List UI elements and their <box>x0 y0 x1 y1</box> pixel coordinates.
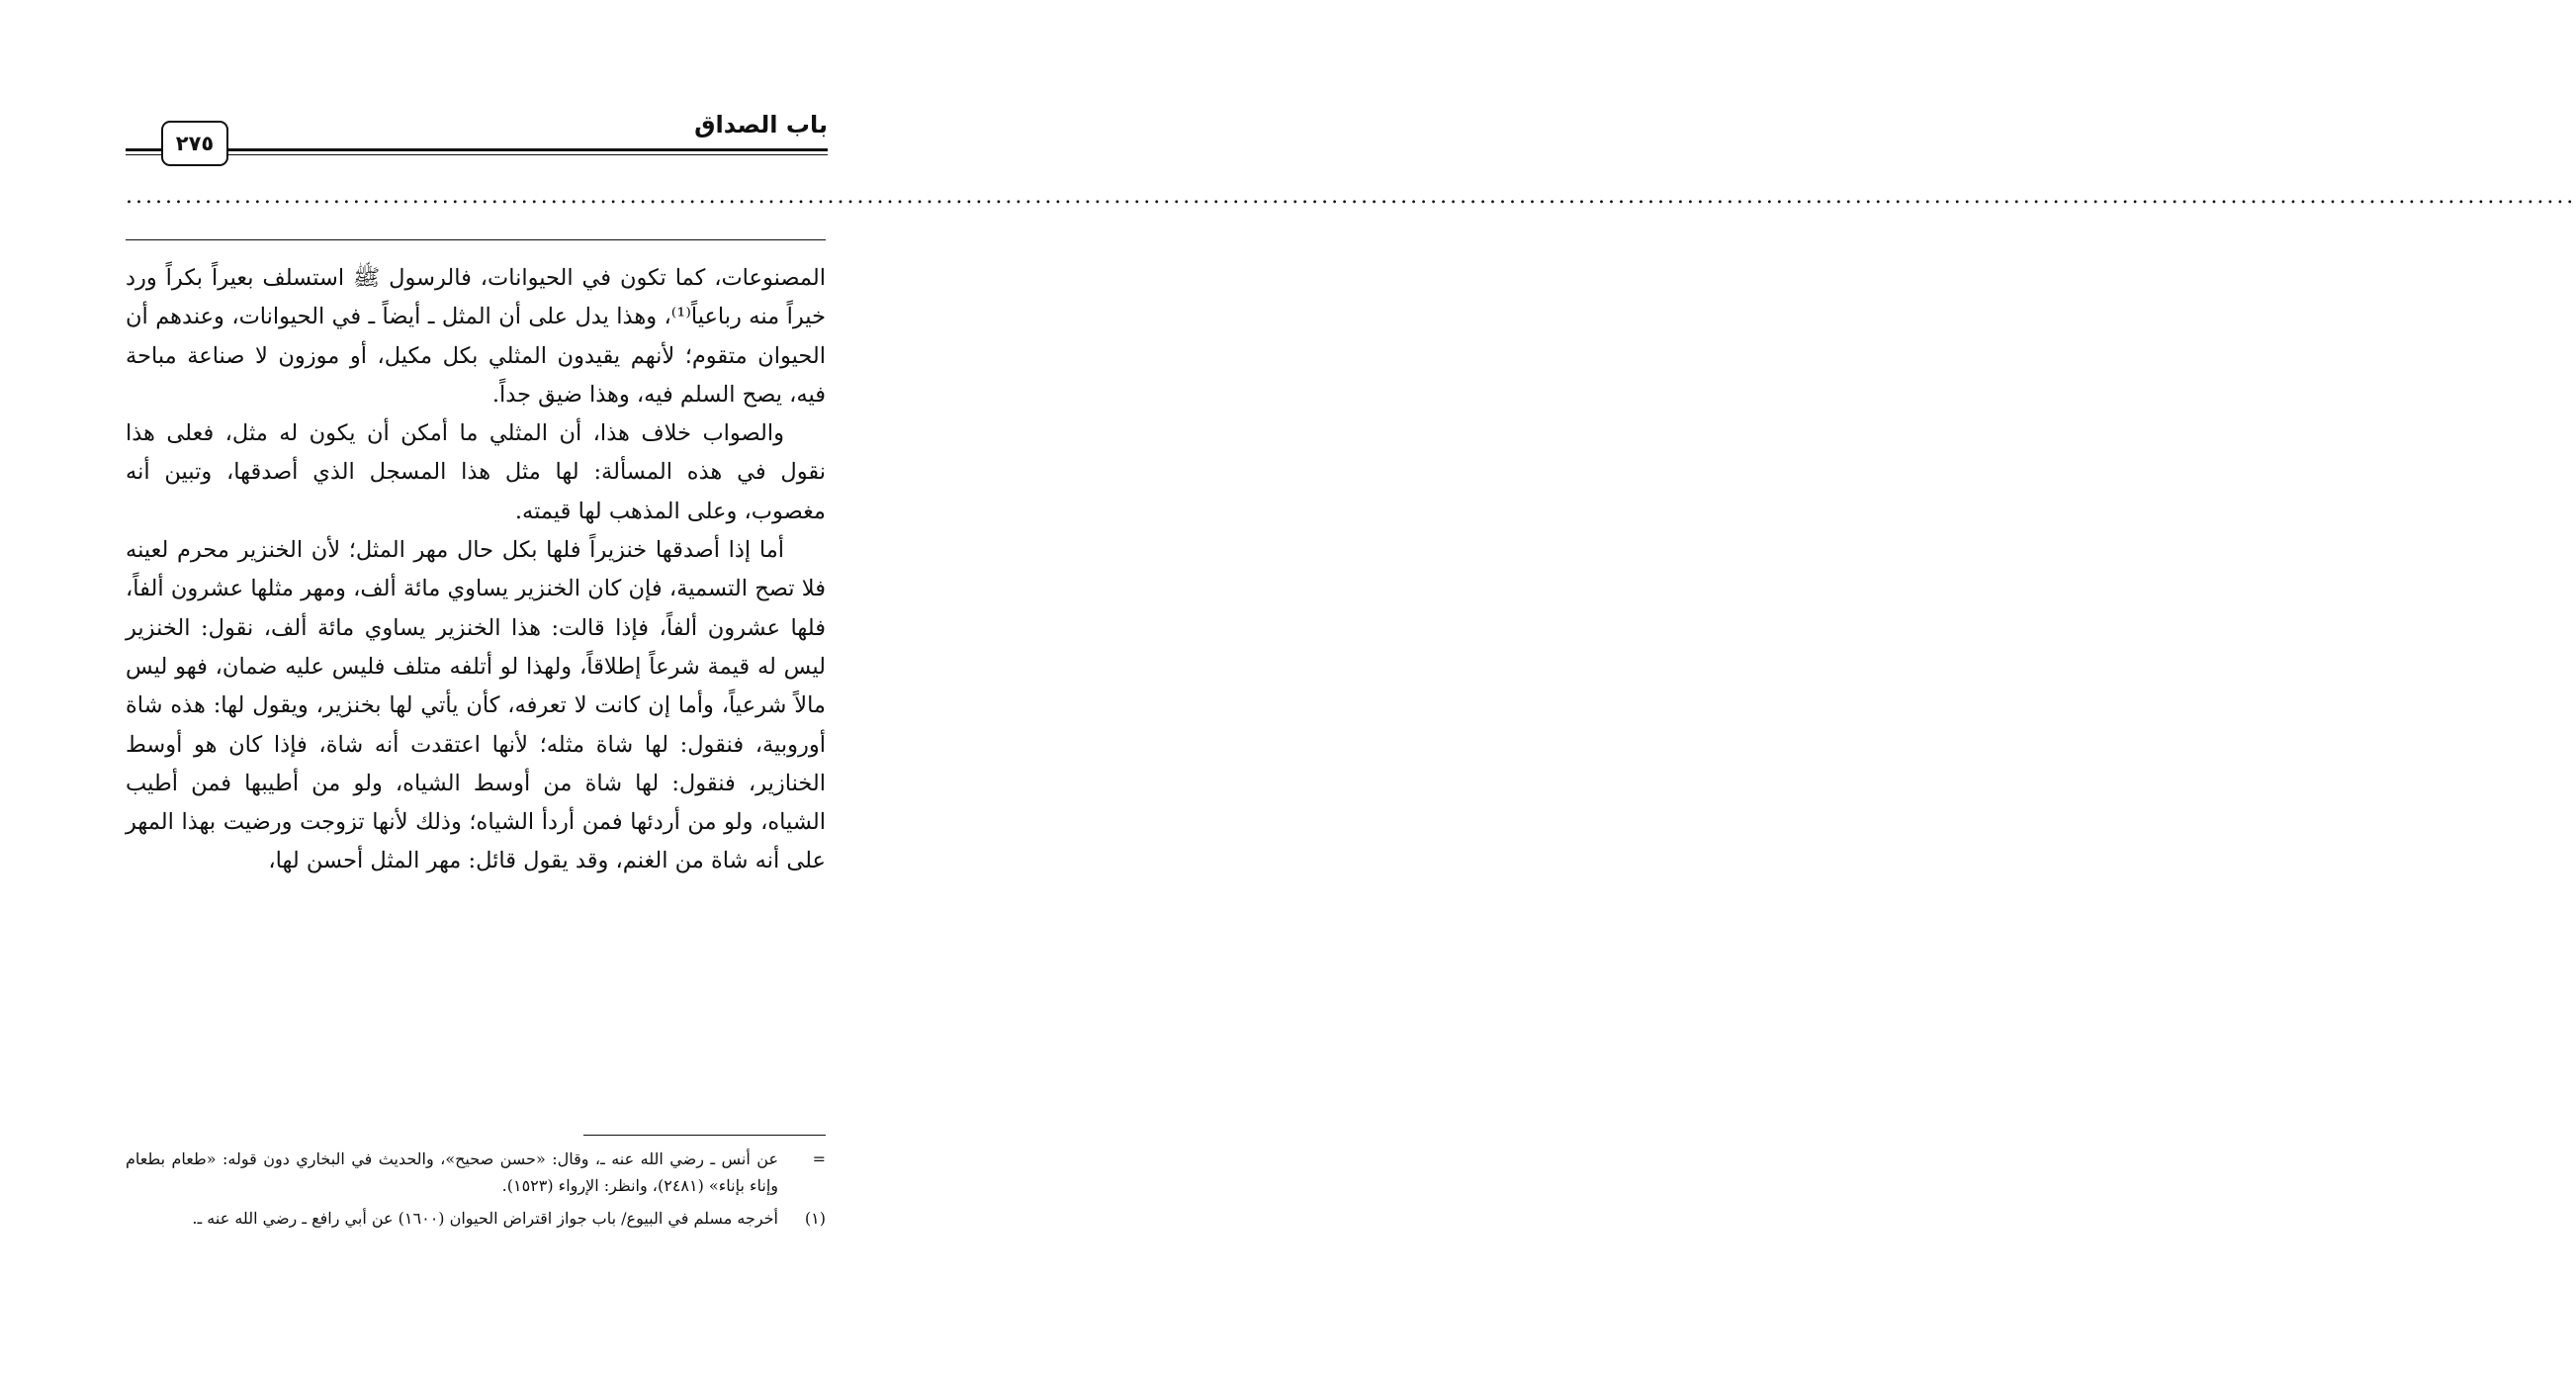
footnote-item <box>126 1205 826 1232</box>
paragraph: والصواب خلاف هذا، أن المثلي ما أمكن أن يكون له مثل، فعلى هذا نقول في هذه المسألة: لها مثل هذا المسجل الذي أصدقها، وتبين أنه مغصوب، وعلى المذهب لها قيمته. <box>126 420 826 524</box>
footnote-separator <box>583 1135 826 1136</box>
paragraph: أما إذا أصدقها خنزيراً فلها بكل حال مهر المثل؛ لأن الخنزير محرم لعينه فلا تصح التسمية، فإن كان الخنزير يساوي مائة ألف، ومهر مثلها عشرون ألفاً، فلها عشرون ألفاً، فإذا قالت: هذا الخنزير يساوي مائة ألف، نقول: الخنزير ليس له قيمة شرعاً إطلاقاً، ولهذا لو أتلفه متلف فليس عليه ضمان، فهو ليس مالاً شرعياً، وأما إن كانت لا تعرفه، كأن يأتي لها بخنزير، ويقول لها: هذه شاة أوروبية، فنقول: لها شاة مثله؛ لأنها اعتقدت أنه شاة، فإذا كان هو أوسط الخنازير، فنقول: لها شاة من أوسط الشياه، ولو من أطيبها فمن أطيب الشياه، ولو من أردئها فمن أردأ الشياه؛ وذلك لأنها تزوجت ورضيت بهذا المهر على أنه شاة من الغنم، وقد يقول قائل: مهر المثل أحسن لها، <box>126 537 826 874</box>
footnote-text: عن أنس ـ رضي الله عنه ـ، وقال: «حسن صحيح»، والحديث في البخاري دون قوله: «طعام بطعام وإناء بإناء» (٢٤٨١)، وانظر: الإرواء (١٥٢٣). <box>126 1149 778 1195</box>
content-top-rule <box>126 239 826 240</box>
footnote-mark: (١) <box>804 1209 826 1228</box>
running-header <box>126 111 828 160</box>
header-rule-thin <box>126 154 828 155</box>
page-number: ٢٧٥ <box>161 121 228 166</box>
footnote-text: أخرجه مسلم في البيوع/ باب جواز اقتراض الحيوان (١٦٠٠) عن أبي رافع ـ رضي الله عنه ـ. <box>192 1209 778 1228</box>
dotted-separator: ........................................................................................................................................................................................................................................................ <box>126 184 2576 209</box>
paragraph: المصنوعات، كما تكون في الحيوانات، فالرسول ﷺ استسلف بعيراً بكراً ورد خيراً منه رباعياً⁽¹⁾، وهذا يدل على أن المثل ـ أيضاً ـ في الحيوانات، وعندهم أن الحيوان متقوم؛ لأنهم يقيدون المثلي بكل مكيل، أو موزون لا صناعة مباحة فيه، يصح السلم فيه، وهذا ضيق جداً. <box>126 265 826 408</box>
footnote-item <box>126 1146 826 1199</box>
chapter-title: باب الصداق <box>694 111 828 138</box>
main-text <box>126 259 826 881</box>
header-rule-thick <box>126 148 828 151</box>
footnotes <box>126 1146 826 1232</box>
footnote-mark: = <box>812 1149 826 1168</box>
